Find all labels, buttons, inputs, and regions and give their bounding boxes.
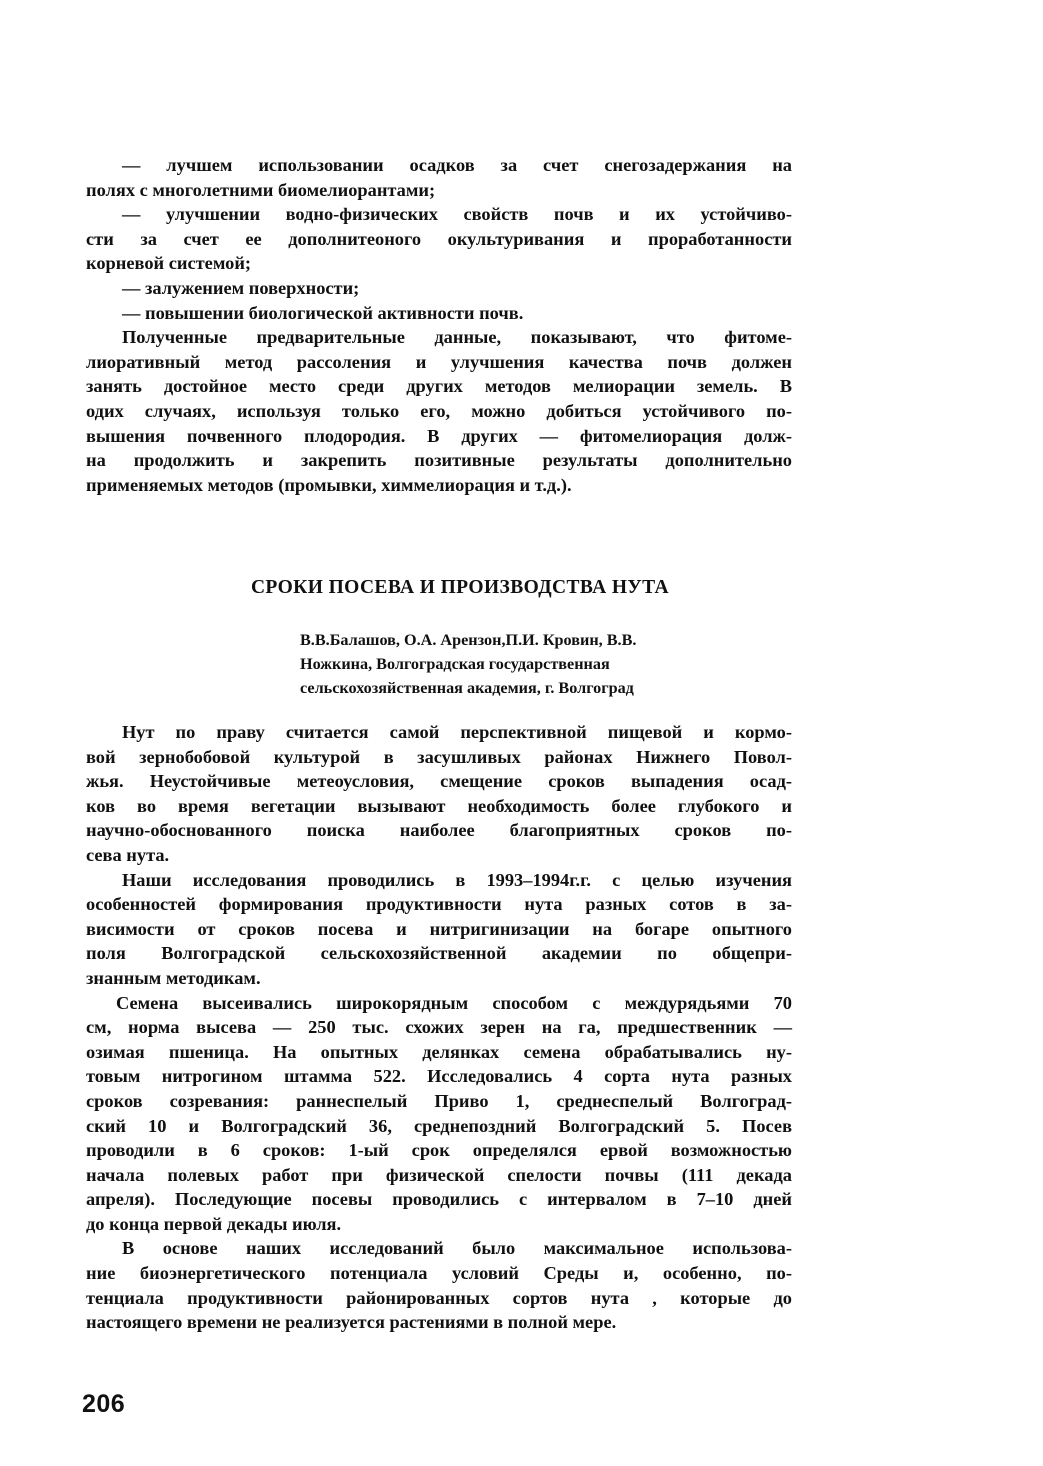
text-line: апреля). Последующие посевы проводились с интервалом в 7–10 дней — [86, 1189, 792, 1210]
intro-text-block — [86, 153, 792, 497]
author-line: сельскохозяйственная академия, г. Волгоград — [300, 679, 634, 697]
text-line: ский 10 и Волгоградский 36, среднепоздний Волгоградский 5. Посев — [86, 1115, 792, 1136]
text-line: Полученные предварительные данные, показывают, что фитоме- — [122, 327, 792, 348]
text-line: — залужением поверхности; — [122, 277, 360, 298]
text-line: Наши исследования проводились в 1993–1994г.г. с целью изучения — [122, 869, 792, 890]
text-line: лиоративный метод рассоления и улучшения качества почв должен — [86, 351, 792, 372]
text-line: проводили в 6 сроков: 1-ый срок определялся ервой возможностью — [86, 1140, 792, 1161]
page-number: 206 — [82, 1390, 126, 1418]
text-line: настоящего времени не реализуется растениями в полной мере. — [86, 1312, 617, 1333]
text-line: озимая пшеница. На опытных делянках семена обрабатывались ну- — [86, 1041, 792, 1062]
text-line: занять достойное место среди других методов мелиорации земель. В — [86, 376, 792, 397]
text-line: товым нитрогином штамма 522. Исследовались 4 сорта нута разных — [86, 1066, 792, 1087]
text-line: корневой системой; — [86, 253, 252, 274]
text-line: ков во время вегетации вызывают необходимость более глубокого и — [86, 795, 792, 816]
text-line: висимости от сроков посева и нитригинизации на богаре опытного — [86, 918, 792, 939]
text-line: Семена высеивались широкорядным способом с междурядьями 70 — [116, 992, 792, 1013]
text-line: см, норма высева — 250 тыс. схожих зерен на га, предшественник — — [86, 1017, 792, 1038]
text-line: тенциала продуктивности районированных сортов нута , которые до — [86, 1287, 792, 1308]
text-line: жья. Неустойчивые метеоусловия, смещение сроков выпадения осад- — [86, 771, 792, 792]
text-line: вышения почвенного плодородия. В других — фитомелиорация долж- — [86, 425, 792, 446]
text-line: поля Волгоградской сельскохозяйственной академии по общепри- — [86, 943, 792, 964]
article-title: СРОКИ ПОСЕВА И ПРОИЗВОДСТВА НУТА — [250, 577, 670, 598]
text-line: одих случаях, используя только его, можно добиться устойчивого по- — [86, 400, 792, 421]
article-body — [86, 720, 792, 1335]
author-line: Ножкина, Волгоградская государственная — [300, 655, 610, 673]
text-line: знанным методикам. — [86, 967, 261, 988]
text-line: вой зернобобовой культурой в засушливых районах Нижнего Повол- — [86, 746, 792, 767]
text-line: особенностей формирования продуктивности нута разных сотов в за- — [86, 894, 792, 915]
text-line: — улучшении водно-физических свойств почв и их устойчиво- — [122, 204, 792, 225]
text-line: сева нута. — [86, 844, 170, 865]
text-line: — лучшем использовании осадков за счет снегозадержания на — [122, 155, 792, 175]
text-line: В основе наших исследований было максимальное использова- — [122, 1238, 792, 1259]
text-line: до конца первой декады июля. — [86, 1213, 342, 1234]
text-line: применяемых методов (промывки, химмелиорация и т.д.). — [86, 474, 572, 495]
text-line: — повышении биологической активности почв. — [122, 302, 524, 323]
article-authors — [300, 628, 740, 700]
text-line: ние биоэнергетического потенциала условий Среды и, особенно, по- — [86, 1263, 792, 1284]
text-line: сти за счет ее дополнитеоного окультуривания и проработанности — [86, 228, 792, 249]
author-line: В.В.Балашов, О.А. Арензон,П.И. Кровин, В.В. — [300, 631, 637, 649]
text-line: научно-обоснованного поиска наиболее благоприятных сроков по- — [86, 820, 792, 841]
text-line: на продолжить и закрепить позитивные результаты дополнительно — [86, 450, 792, 471]
text-line: Нут по праву считается самой перспективной пищевой и кормо- — [122, 722, 792, 742]
text-line: полях с многолетними биомелиорантами; — [86, 179, 436, 200]
text-line: сроков созревания: раннеспелый Приво 1, среднеспелый Волгоград- — [86, 1090, 792, 1111]
text-line: начала полевых работ при физической спелости почвы (111 декада — [86, 1164, 792, 1185]
